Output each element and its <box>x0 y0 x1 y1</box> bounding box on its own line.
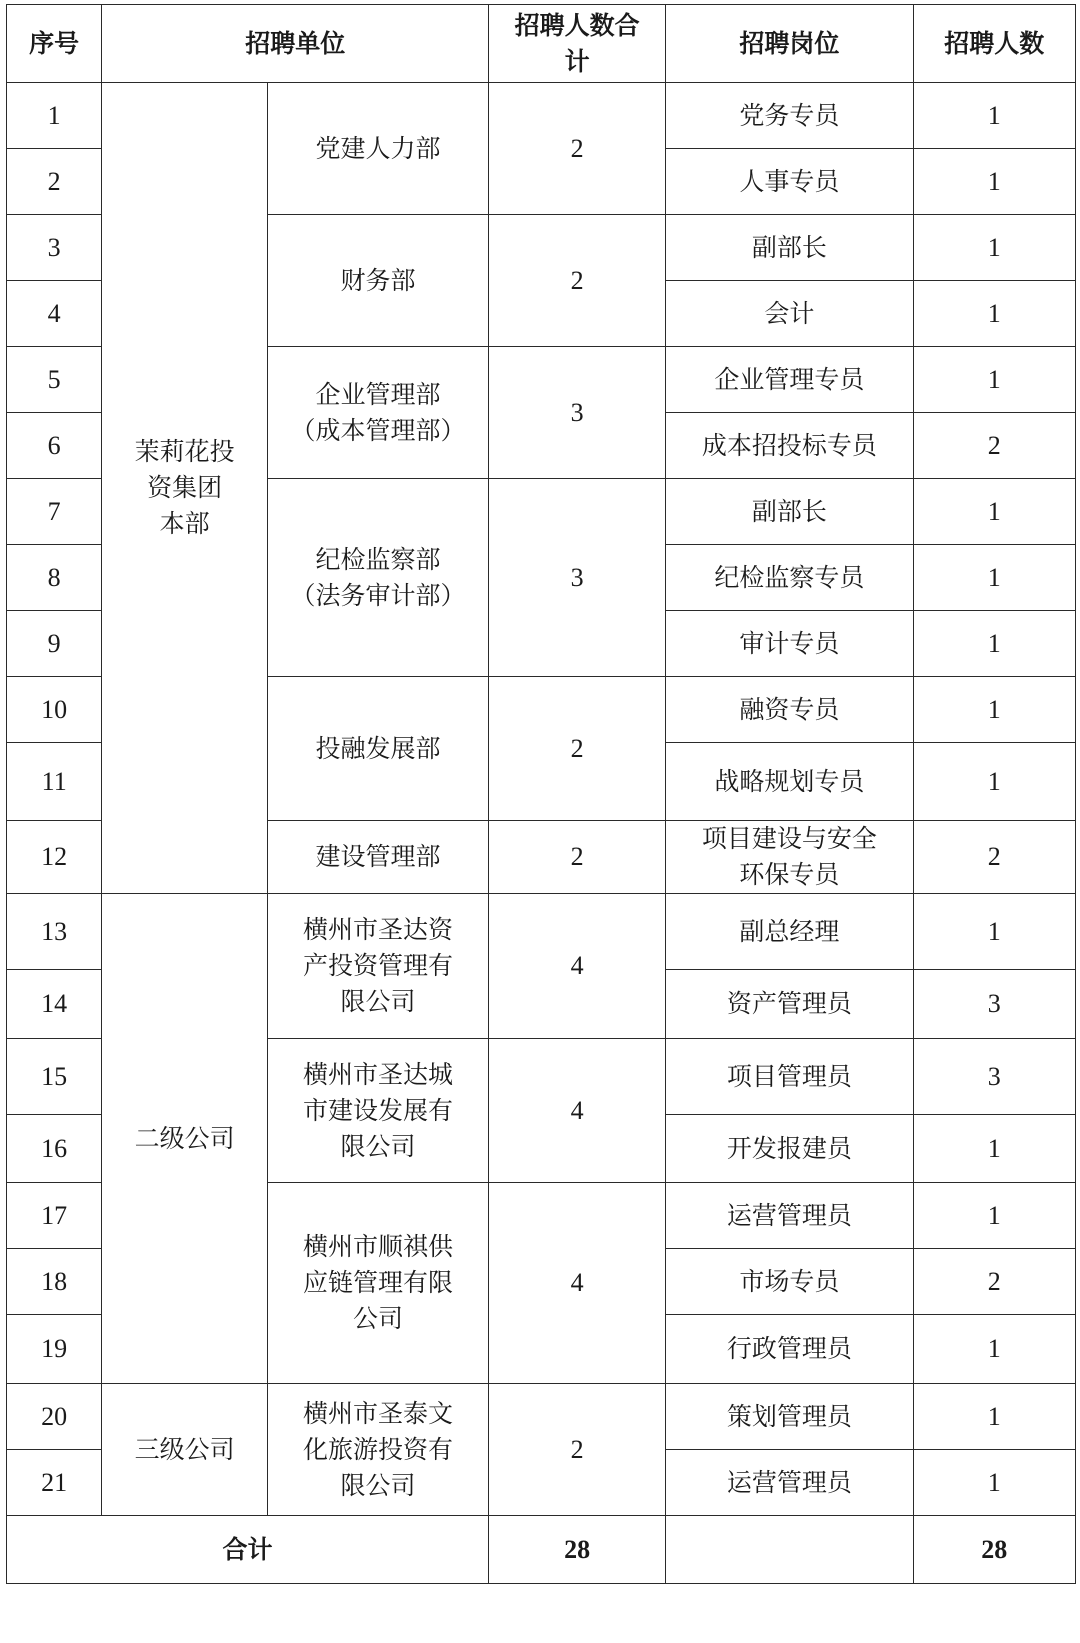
position-cell: 融资专员 <box>666 677 913 743</box>
department-total-cell: 2 <box>489 821 666 894</box>
count-cell: 1 <box>913 611 1075 677</box>
seq-cell: 1 <box>7 83 102 149</box>
seq-cell: 15 <box>7 1039 102 1115</box>
total-row <box>7 1516 1076 1584</box>
department-cell: 建设管理部 <box>267 821 488 894</box>
department-total-cell: 2 <box>489 677 666 821</box>
department-total-cell: 2 <box>489 215 666 347</box>
department-total-cell: 2 <box>489 83 666 215</box>
position-cell: 项目管理员 <box>666 1039 913 1115</box>
position-cell: 党务专员 <box>666 83 913 149</box>
position-cell: 副部长 <box>666 479 913 545</box>
seq-cell: 12 <box>7 821 102 894</box>
table-row <box>7 894 1076 970</box>
seq-cell: 17 <box>7 1183 102 1249</box>
total-label: 合计 <box>7 1516 489 1584</box>
header-position: 招聘岗位 <box>666 5 913 83</box>
seq-cell: 7 <box>7 479 102 545</box>
department-cell: 企业管理部 （成本管理部） <box>267 347 488 479</box>
position-cell: 行政管理员 <box>666 1315 913 1384</box>
grand-total-cell: 28 <box>489 1516 666 1584</box>
position-cell: 市场专员 <box>666 1249 913 1315</box>
department-cell: 党建人力部 <box>267 83 488 215</box>
group-cell: 二级公司 <box>102 894 268 1384</box>
grand-count-cell: 28 <box>913 1516 1075 1584</box>
position-cell: 战略规划专员 <box>666 743 913 821</box>
department-cell: 纪检监察部 （法务审计部） <box>267 479 488 677</box>
department-total-cell: 4 <box>489 1183 666 1384</box>
header-total: 招聘人数合 计 <box>489 5 666 83</box>
count-cell: 1 <box>913 545 1075 611</box>
count-cell: 1 <box>913 1450 1075 1516</box>
department-cell: 横州市顺祺供 应链管理有限 公司 <box>267 1183 488 1384</box>
header-count: 招聘人数 <box>913 5 1075 83</box>
table-row <box>7 83 1076 149</box>
position-cell: 运营管理员 <box>666 1183 913 1249</box>
seq-cell: 13 <box>7 894 102 970</box>
seq-cell: 8 <box>7 545 102 611</box>
department-cell: 横州市圣达资 产投资管理有 限公司 <box>267 894 488 1039</box>
position-cell: 纪检监察专员 <box>666 545 913 611</box>
department-cell: 横州市圣达城 市建设发展有 限公司 <box>267 1039 488 1183</box>
count-cell: 1 <box>913 1384 1075 1450</box>
count-cell: 1 <box>913 743 1075 821</box>
position-cell: 审计专员 <box>666 611 913 677</box>
count-cell: 1 <box>913 149 1075 215</box>
header-seq: 序号 <box>7 5 102 83</box>
seq-cell: 6 <box>7 413 102 479</box>
department-total-cell: 2 <box>489 1384 666 1516</box>
header-row <box>7 5 1076 83</box>
department-total-cell: 4 <box>489 894 666 1039</box>
department-cell: 横州市圣泰文 化旅游投资有 限公司 <box>267 1384 488 1516</box>
count-cell: 2 <box>913 413 1075 479</box>
count-cell: 1 <box>913 83 1075 149</box>
seq-cell: 20 <box>7 1384 102 1450</box>
table-row <box>7 1384 1076 1450</box>
count-cell: 2 <box>913 821 1075 894</box>
department-total-cell: 3 <box>489 347 666 479</box>
seq-cell: 21 <box>7 1450 102 1516</box>
position-cell: 企业管理专员 <box>666 347 913 413</box>
group-cell: 三级公司 <box>102 1384 268 1516</box>
count-cell: 2 <box>913 1249 1075 1315</box>
seq-cell: 4 <box>7 281 102 347</box>
seq-cell: 3 <box>7 215 102 281</box>
count-cell: 1 <box>913 1183 1075 1249</box>
seq-cell: 10 <box>7 677 102 743</box>
count-cell: 3 <box>913 1039 1075 1115</box>
position-cell: 副总经理 <box>666 894 913 970</box>
position-cell: 会计 <box>666 281 913 347</box>
position-cell: 策划管理员 <box>666 1384 913 1450</box>
department-cell: 投融发展部 <box>267 677 488 821</box>
department-cell: 财务部 <box>267 215 488 347</box>
position-cell: 成本招投标专员 <box>666 413 913 479</box>
position-cell: 开发报建员 <box>666 1115 913 1183</box>
count-cell: 3 <box>913 970 1075 1039</box>
seq-cell: 18 <box>7 1249 102 1315</box>
seq-cell: 2 <box>7 149 102 215</box>
position-cell: 运营管理员 <box>666 1450 913 1516</box>
count-cell: 1 <box>913 1315 1075 1384</box>
group-cell: 茉莉花投 资集团 本部 <box>102 83 268 894</box>
count-cell: 1 <box>913 479 1075 545</box>
count-cell: 1 <box>913 281 1075 347</box>
count-cell: 1 <box>913 215 1075 281</box>
seq-cell: 5 <box>7 347 102 413</box>
seq-cell: 16 <box>7 1115 102 1183</box>
position-cell: 项目建设与安全 环保专员 <box>666 821 913 894</box>
seq-cell: 11 <box>7 743 102 821</box>
position-cell: 副部长 <box>666 215 913 281</box>
recruitment-table <box>6 4 1076 1584</box>
count-cell: 1 <box>913 894 1075 970</box>
position-cell: 人事专员 <box>666 149 913 215</box>
position-cell: 资产管理员 <box>666 970 913 1039</box>
count-cell: 1 <box>913 677 1075 743</box>
count-cell: 1 <box>913 1115 1075 1183</box>
count-cell: 1 <box>913 347 1075 413</box>
seq-cell: 14 <box>7 970 102 1039</box>
seq-cell: 19 <box>7 1315 102 1384</box>
department-total-cell: 4 <box>489 1039 666 1183</box>
department-total-cell: 3 <box>489 479 666 677</box>
seq-cell: 9 <box>7 611 102 677</box>
header-unit: 招聘单位 <box>102 5 489 83</box>
empty-position-cell <box>666 1516 913 1584</box>
